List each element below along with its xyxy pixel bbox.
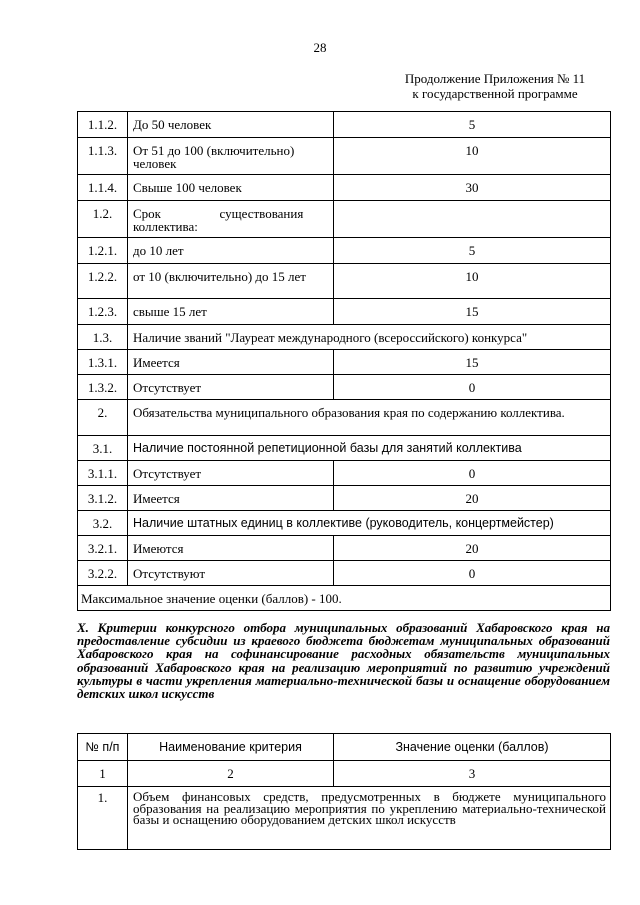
- column-numbers-row: [78, 761, 611, 787]
- page-number: 28: [313, 40, 327, 55]
- row-text: До 50 человек: [128, 112, 334, 138]
- row-number: 1.2.1.: [78, 238, 128, 264]
- section-x-heading: X. Критерии конкурсного отбора муниципальных образований Хабаровского края на предоставление субсидии из краевого бюджета бюджетам муниципальных образований Хабаровского края на софинансирование расходных обязательств муниципальных образований Хабаровского края на реализацию мероприятий по развитию учреждений культуры в части укрепления материально-технической базы и оснащение оборудованием детских школ искусств: [77, 620, 610, 702]
- row-number: 3.1.1.: [78, 461, 128, 486]
- column-header-score: Значение оценки (баллов): [334, 734, 611, 761]
- row-text: Имеются: [128, 536, 334, 561]
- table-row: [78, 400, 611, 436]
- row-text: Наличие штатных единиц в коллективе (руководитель, концертмейстер): [128, 511, 611, 536]
- row-text: Отсутствуют: [128, 561, 334, 586]
- table-row: [78, 461, 611, 486]
- row-number: 1.3.1.: [78, 350, 128, 375]
- table-row: [78, 486, 611, 511]
- column-number-2: 2: [128, 761, 334, 787]
- row-value: 20: [334, 536, 611, 561]
- row-number: 3.2.2.: [78, 561, 128, 586]
- table-row: [78, 138, 611, 175]
- table-row: [78, 201, 611, 238]
- table-row: [78, 175, 611, 201]
- row-value: 0: [334, 461, 611, 486]
- row-value: 20: [334, 486, 611, 511]
- row-text: до 10 лет: [128, 238, 334, 264]
- row-number: 1.2.3.: [78, 299, 128, 325]
- row-text: Отсутствует: [128, 461, 334, 486]
- row-value: 5: [334, 238, 611, 264]
- row-number: 3.1.: [78, 436, 128, 461]
- row-value: 30: [334, 175, 611, 201]
- row-value: 0: [334, 561, 611, 586]
- row-number: 1.1.3.: [78, 138, 128, 175]
- column-number-1: 1: [78, 761, 128, 787]
- row-number: 3.1.2.: [78, 486, 128, 511]
- table-row: [78, 112, 611, 138]
- appendix-caption: [380, 71, 610, 101]
- row-text: от 10 (включительно) до 15 лет: [128, 264, 334, 299]
- row-text: Наличие постоянной репетиционной базы для занятий коллектива: [128, 436, 611, 461]
- row-text: Свыше 100 человек: [128, 175, 334, 201]
- row-number: 1.1.2.: [78, 112, 128, 138]
- table-row: [78, 350, 611, 375]
- table-row: [78, 436, 611, 461]
- row-number: 1.: [78, 787, 128, 850]
- row-value: [334, 201, 611, 238]
- row-number: 1.1.4.: [78, 175, 128, 201]
- table-row: [78, 375, 611, 400]
- table-row: [78, 264, 611, 299]
- table-row: [78, 561, 611, 586]
- max-score-total: Максимальное значение оценки (баллов) - 100.: [78, 586, 611, 611]
- criteria-table: [77, 111, 611, 611]
- table-row: [78, 787, 611, 850]
- column-number-3: 3: [334, 761, 611, 787]
- column-header-number: № п/п: [78, 734, 128, 761]
- criteria-table-2: [77, 733, 611, 850]
- row-number: 1.2.: [78, 201, 128, 238]
- row-value: 15: [334, 350, 611, 375]
- appendix-line-1: Продолжение Приложения № 11: [404, 71, 586, 86]
- table-row: [78, 511, 611, 536]
- row-number: 2.: [78, 400, 128, 436]
- table-row: [78, 238, 611, 264]
- table-row: [78, 325, 611, 350]
- row-number: 1.3.2.: [78, 375, 128, 400]
- row-text: Наличие званий "Лауреат международного (всероссийского) конкурса": [128, 325, 611, 350]
- table-header-row: [78, 734, 611, 761]
- row-value: 10: [334, 264, 611, 299]
- appendix-line-2: к государственной программе: [412, 86, 578, 101]
- row-number: 1.3.: [78, 325, 128, 350]
- row-text: Имеется: [128, 486, 334, 511]
- row-number: 1.2.2.: [78, 264, 128, 299]
- table-row: [78, 536, 611, 561]
- row-text: свыше 15 лет: [128, 299, 334, 325]
- row-text: Отсутствует: [128, 375, 334, 400]
- row-text: Срок существования коллектива:: [128, 201, 334, 238]
- row-text: Объем финансовых средств, предусмотренных в бюджете муниципального образования на реализацию мероприятия по укреплению материально-технической базы и оснащению оборудованием детских школ искусств: [128, 787, 611, 850]
- row-number: 3.2.1.: [78, 536, 128, 561]
- row-value: 10: [334, 138, 611, 175]
- row-number: 3.2.: [78, 511, 128, 536]
- row-text: От 51 до 100 (включительно) человек: [128, 138, 334, 175]
- row-value: 0: [334, 375, 611, 400]
- column-header-criterion: Наименование критерия: [128, 734, 334, 761]
- table-row: [78, 299, 611, 325]
- row-value: 5: [334, 112, 611, 138]
- row-text: Обязательства муниципального образования края по содержанию коллектива.: [128, 400, 611, 436]
- row-text: Имеется: [128, 350, 334, 375]
- table-row-total: [78, 586, 611, 611]
- row-value: 15: [334, 299, 611, 325]
